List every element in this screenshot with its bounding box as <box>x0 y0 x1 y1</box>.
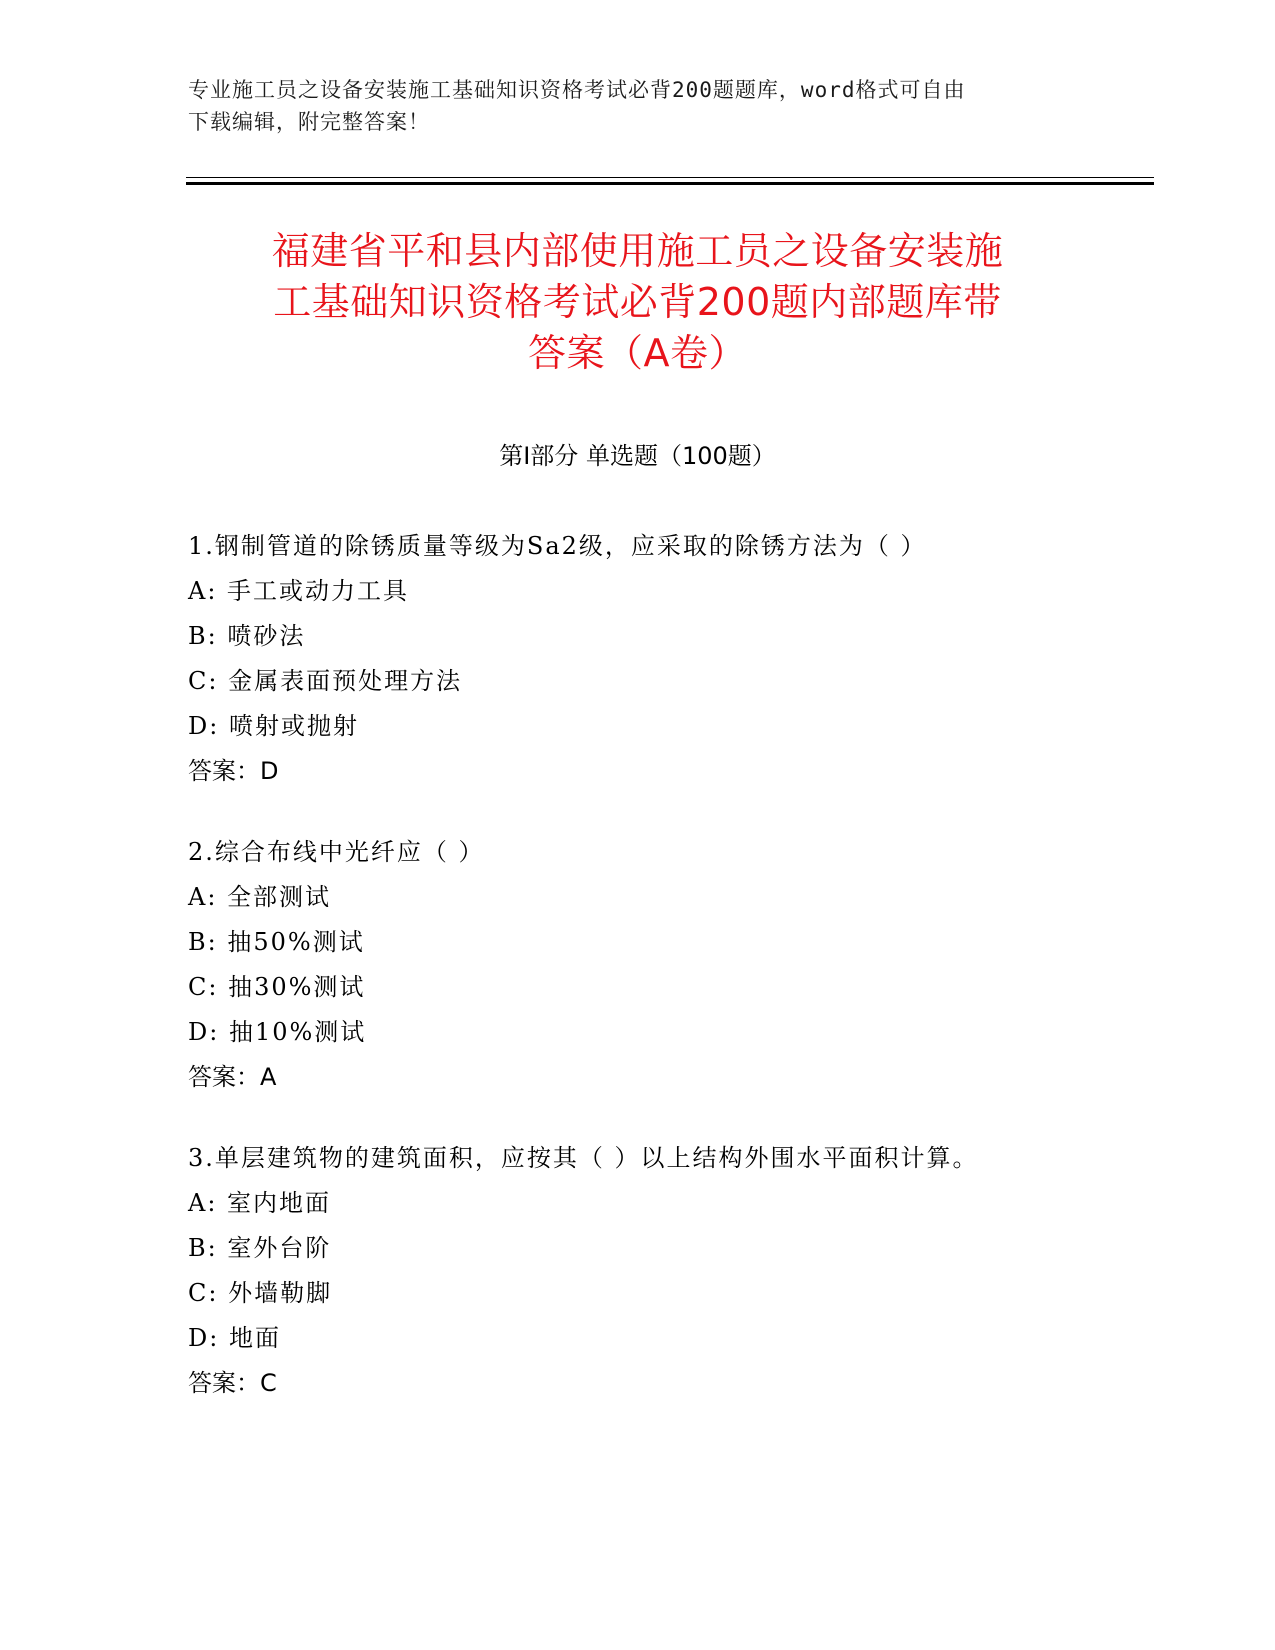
section-heading: 第I部分 单选题（100题） <box>499 442 776 470</box>
document-title-line-1: 福建省平和县内部使用施工员之设备安装施 <box>271 229 1004 273</box>
header-divider-thin <box>186 177 1154 178</box>
option-b: B: 喷砂法 <box>188 622 306 650</box>
answer-line: 答案：D <box>188 757 279 785</box>
document-title-line-3: 答案（A卷） <box>528 331 747 375</box>
option-d: D: 喷射或抛射 <box>188 712 359 740</box>
header-divider-thick <box>186 182 1154 185</box>
header-note-line-2: 下载编辑，附完整答案！ <box>188 110 430 134</box>
question-stem: 1.钢制管道的除锈质量等级为Sa2级，应采取的除锈方法为（ ） <box>188 532 927 560</box>
option-d: D: 地面 <box>188 1324 281 1352</box>
option-c: C: 金属表面预处理方法 <box>188 667 463 695</box>
header-note <box>188 74 1088 138</box>
question-list <box>188 524 1118 1442</box>
option-c: C: 外墙勒脚 <box>188 1279 333 1307</box>
document-title <box>180 226 1095 379</box>
question-stem: 2.综合布线中光纤应（ ） <box>188 838 485 866</box>
option-a: A: 手工或动力工具 <box>188 577 410 605</box>
question-2 <box>188 830 1118 1100</box>
option-a: A: 室内地面 <box>188 1189 332 1217</box>
option-a: A: 全部测试 <box>188 883 332 911</box>
question-1 <box>188 524 1118 794</box>
option-d: D: 抽10%测试 <box>188 1018 367 1046</box>
answer-line: 答案：C <box>188 1369 277 1397</box>
header-note-line-1: 专业施工员之设备安装施工基础知识资格考试必背200题题库，word格式可自由 <box>188 78 966 102</box>
question-stem: 3.单层建筑物的建筑面积，应按其（ ）以上结构外围水平面积计算。 <box>188 1144 979 1172</box>
question-3 <box>188 1136 1118 1406</box>
option-b: B: 抽50%测试 <box>188 928 365 956</box>
option-c: C: 抽30%测试 <box>188 973 366 1001</box>
option-b: B: 室外台阶 <box>188 1234 332 1262</box>
document-title-line-2: 工基础知识资格考试必背200题内部题库带 <box>273 280 1002 324</box>
answer-line: 答案：A <box>188 1063 277 1091</box>
